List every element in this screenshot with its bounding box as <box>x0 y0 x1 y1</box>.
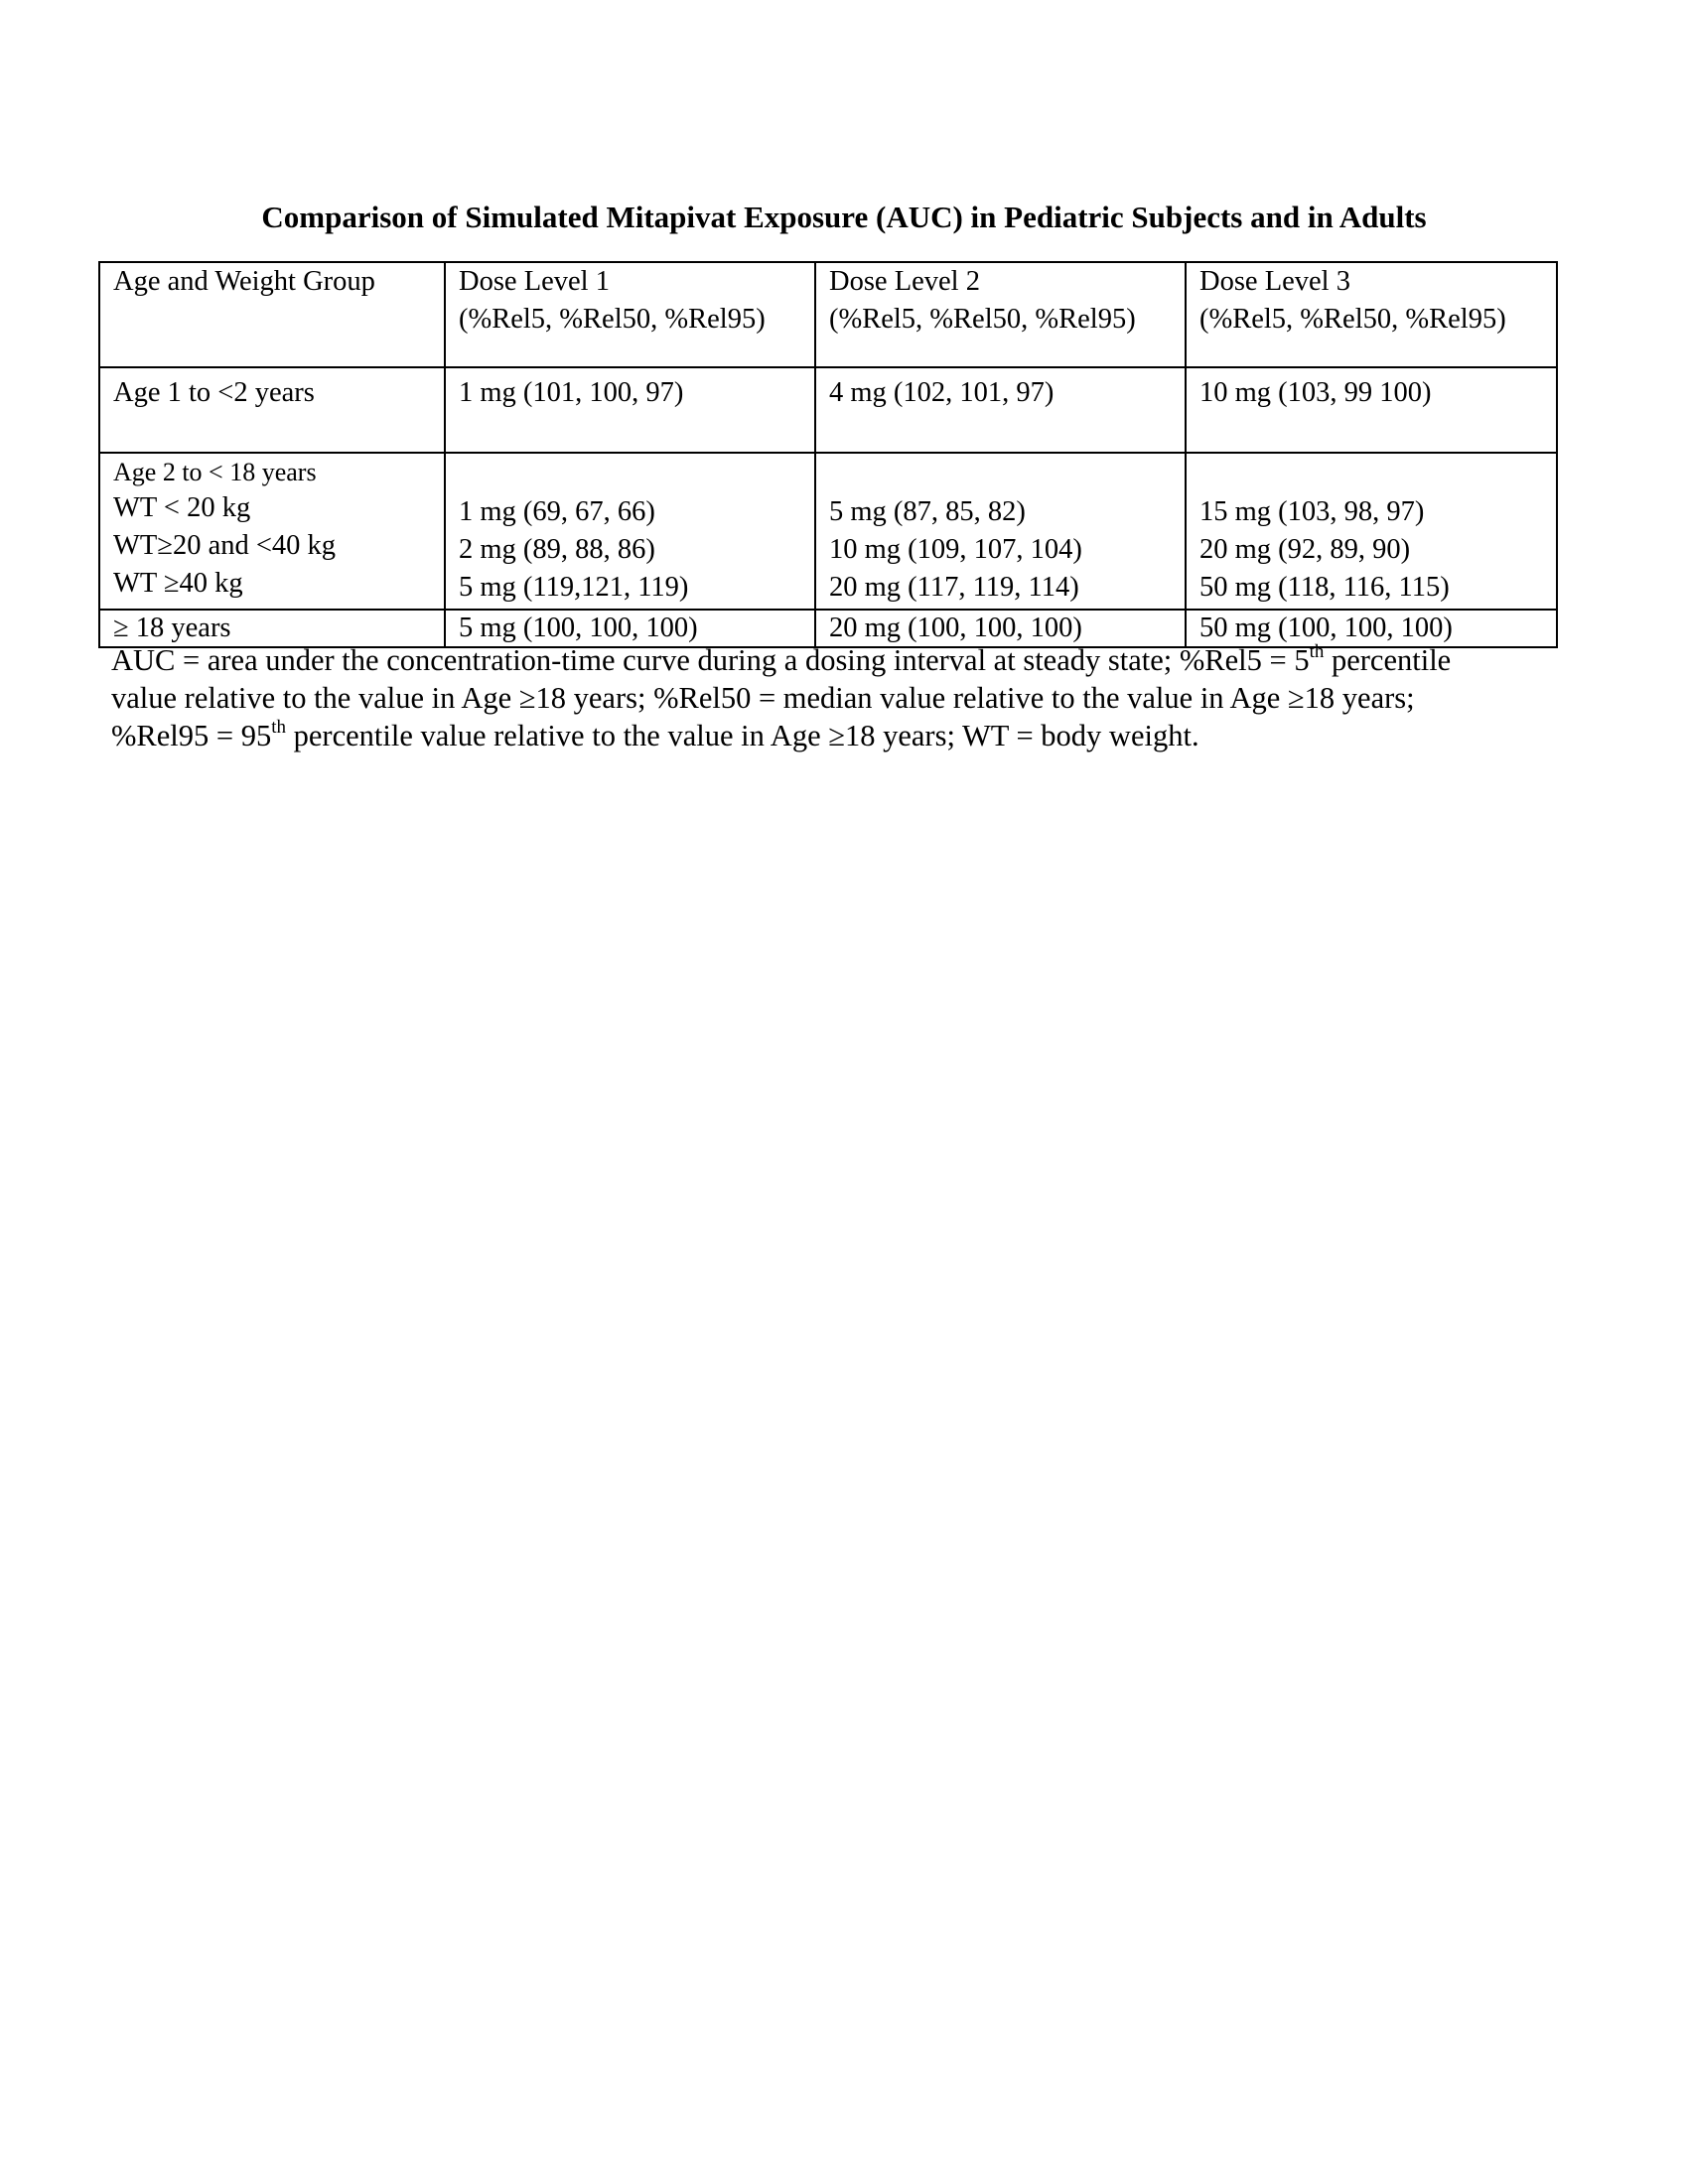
footnote-superscript-2: th <box>271 716 286 738</box>
dose-value: 1 mg (69, 67, 66) <box>459 496 655 527</box>
dose-value: 2 mg (89, 88, 86) <box>459 534 655 565</box>
table-row-age-2-to-18 <box>99 453 1557 610</box>
cell-dose1: 5 mg (100, 100, 100) <box>445 610 815 647</box>
table-footnote <box>111 641 1462 754</box>
cell-group: Age 1 to <2 years <box>99 367 445 453</box>
header-dose3-label: Dose Level 3 <box>1199 266 1350 297</box>
group-label: Age 2 to < 18 years <box>113 458 317 486</box>
dose-value: 10 mg (109, 107, 104) <box>829 534 1082 565</box>
table-title: Comparison of Simulated Mitapivat Exposure (AUC) in Pediatric Subjects and in Adults <box>261 200 1427 234</box>
footnote-text-3: percentile value relative to the value in Age ≥18 years; WT = body weight. <box>286 719 1199 752</box>
cell-dose3: 10 mg (103, 99 100) <box>1186 367 1557 453</box>
header-cell-dose2 <box>815 262 1186 367</box>
dose-value: 5 mg (87, 85, 82) <box>829 496 1026 527</box>
header-dose1-sublabel: (%Rel5, %Rel50, %Rel95) <box>459 304 766 335</box>
exposure-table <box>98 261 1558 648</box>
cell-dose3: 50 mg (100, 100, 100) <box>1186 610 1557 647</box>
table-row-age-1-to-2 <box>99 367 1557 453</box>
table-header-row <box>99 262 1557 367</box>
dose-value: 15 mg (103, 98, 97) <box>1199 496 1425 527</box>
dose-value: 20 mg (117, 119, 114) <box>829 572 1079 603</box>
footnote-text-1: AUC = area under the concentration-time curve during a dosing interval at steady state; %Rel5 = 5 <box>111 643 1310 677</box>
dose-value: 20 mg (92, 89, 90) <box>1199 534 1411 565</box>
header-dose1-label: Dose Level 1 <box>459 266 610 297</box>
cell-dose1: 1 mg (101, 100, 97) <box>445 367 815 453</box>
cell-dose2: 20 mg (100, 100, 100) <box>815 610 1186 647</box>
weight-band-2: WT≥20 and <40 kg <box>113 530 337 561</box>
cell-dose1 <box>445 453 815 610</box>
footnote-superscript-1: th <box>1309 640 1325 662</box>
header-dose2-label: Dose Level 2 <box>829 266 980 297</box>
cell-dose2 <box>815 453 1186 610</box>
footnote-text-2: percentile value relative to the value in Age ≥18 years; %Rel50 = median value relative to the value in Age ≥18 years; %Rel95 = 95 <box>111 643 1452 752</box>
header-cell-dose1 <box>445 262 815 367</box>
cell-group <box>99 453 445 610</box>
dose-value: 50 mg (118, 116, 115) <box>1199 572 1450 603</box>
weight-band-3: WT ≥40 kg <box>113 568 243 599</box>
cell-group: ≥ 18 years <box>99 610 445 647</box>
header-dose2-sublabel: (%Rel5, %Rel50, %Rel95) <box>829 304 1136 335</box>
header-group-label: Age and Weight Group <box>113 266 375 297</box>
cell-dose2: 4 mg (102, 101, 97) <box>815 367 1186 453</box>
header-cell-dose3 <box>1186 262 1557 367</box>
weight-band-1: WT < 20 kg <box>113 492 251 523</box>
cell-dose3 <box>1186 453 1557 610</box>
dose-value: 5 mg (119,121, 119) <box>459 572 689 603</box>
header-cell-group <box>99 262 445 367</box>
header-dose3-sublabel: (%Rel5, %Rel50, %Rel95) <box>1199 304 1506 335</box>
